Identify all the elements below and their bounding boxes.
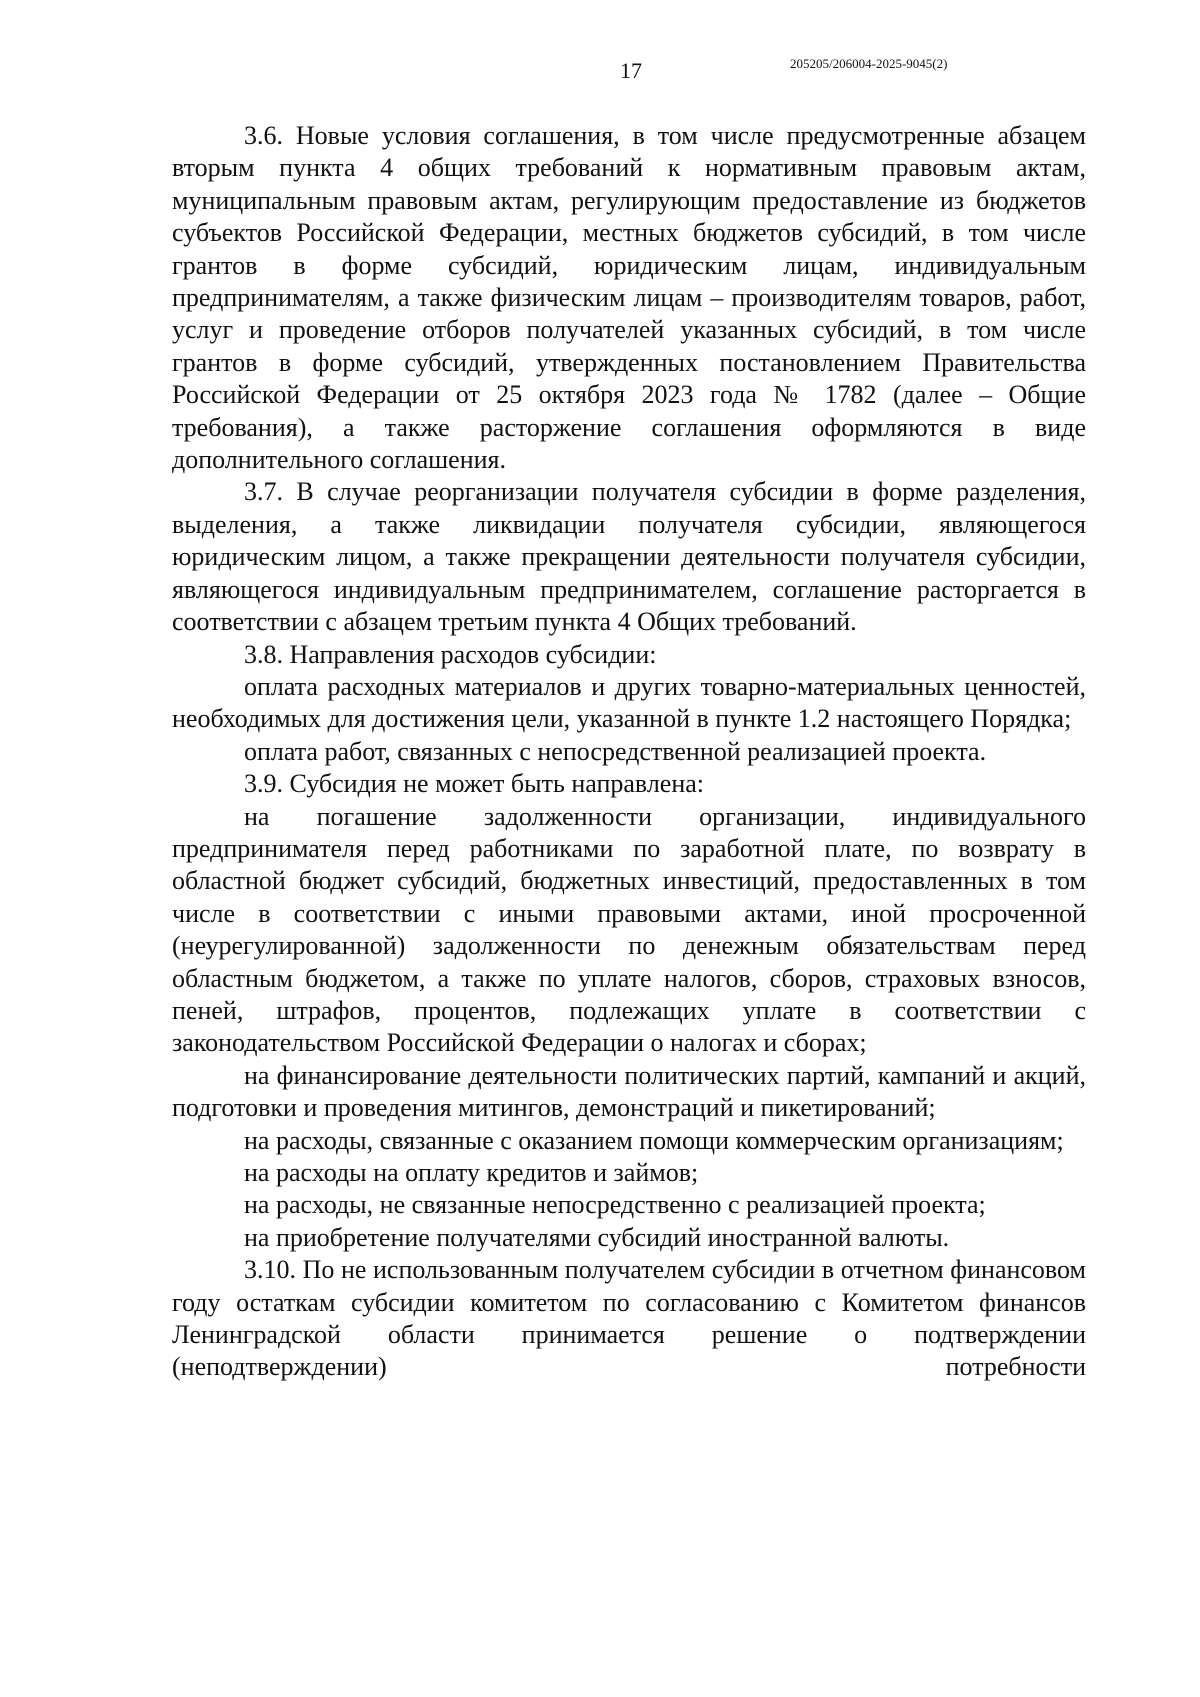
paragraph-3-6: 3.6. Новые условия соглашения, в том числе предусмотренные абзацем вторым пункта 4 общих требований к нормативным правовым актам, муниципальным правовым актам, регулирующим предоставление из бюджетов субъектов Российской Федерации, местных бюджетов субсидий, в том числе грантов в форме субсидий, юридическим лицам, индивидуальным предпринимателям, а также физическим лицам – производителям товаров, работ, услуг и проведение отборов получателей указанных субсидий, в том числе грантов в форме субсидий, утвержденных постановлением Правительства Российской Федерации от 25 октября 2023 года № 1782 (далее – Общие требования), а также расторжение соглашения оформляются в виде дополнительного соглашения.: [172, 121, 1086, 475]
paragraph-3-8: 3.8. Направления расходов субсидии:: [244, 639, 657, 669]
list-item-expense-works: оплата работ, связанных с непосредственной реализацией проекта.: [244, 736, 987, 766]
document-body: [172, 120, 1086, 1384]
list-item-expense-materials: оплата расходных материалов и других товарно-материальных ценностей, необходимых для достижения цели, указанной в пункте 1.2 настоящего Порядка;: [172, 671, 1086, 734]
paragraph-3-10: 3.10. По не использованным получателем субсидии в отчетном финансовом году остаткам субсидии комитетом по согласованию с Комитетом финансов Ленинградской области принимается решение о подтверждении (неподтверждении) потребности: [172, 1255, 1086, 1382]
list-item-restriction-debt: на погашение задолженности организации, индивидуального предпринимателя перед работниками по заработной плате, по возврату в областной бюджет субсидий, бюджетных инвестиций, предоставленных в том числе в соответствии с иными правовыми актами, иной просроченной (неурегулированной) задолженности по денежным обязательствам перед областным бюджетом, а также по уплате налогов, сборов, страховых взносов, пеней, штрафов, процентов, подлежащих уплате в соответствии с законодательством Российской Федерации о налогах и сборах;: [172, 801, 1086, 1058]
page-number: 17: [620, 58, 642, 83]
list-item-restriction-currency: на приобретение получателями субсидий иностранной валюты.: [244, 1222, 950, 1252]
list-item-restriction-unrelated: на расходы, не связанные непосредственно с реализацией проекта;: [244, 1190, 986, 1220]
paragraph-3-9: 3.9. Субсидия не может быть направлена:: [244, 769, 705, 799]
list-item-restriction-credits: на расходы на оплату кредитов и займов;: [244, 1158, 699, 1187]
list-item-restriction-politics: на финансирование деятельности политических партий, кампаний и акций, подготовки и проведения митингов, демонстраций и пикетирований;: [172, 1060, 1086, 1123]
paragraph-3-7: 3.7. В случае реорганизации получателя субсидии в форме разделения, выделения, а также ликвидации получателя субсидии, являющегося юридическим лицом, а также прекращении деятельности получателя субсидии, являющегося индивидуальным предпринимателем, соглашение расторгается в соответствии с абзацем третьим пункта 4 Общих требований.: [172, 477, 1086, 637]
document-id: 205205/206004-2025-9045(2): [790, 56, 948, 71]
list-item-restriction-commercial: на расходы, связанные с оказанием помощи коммерческим организациям;: [244, 1125, 1064, 1155]
